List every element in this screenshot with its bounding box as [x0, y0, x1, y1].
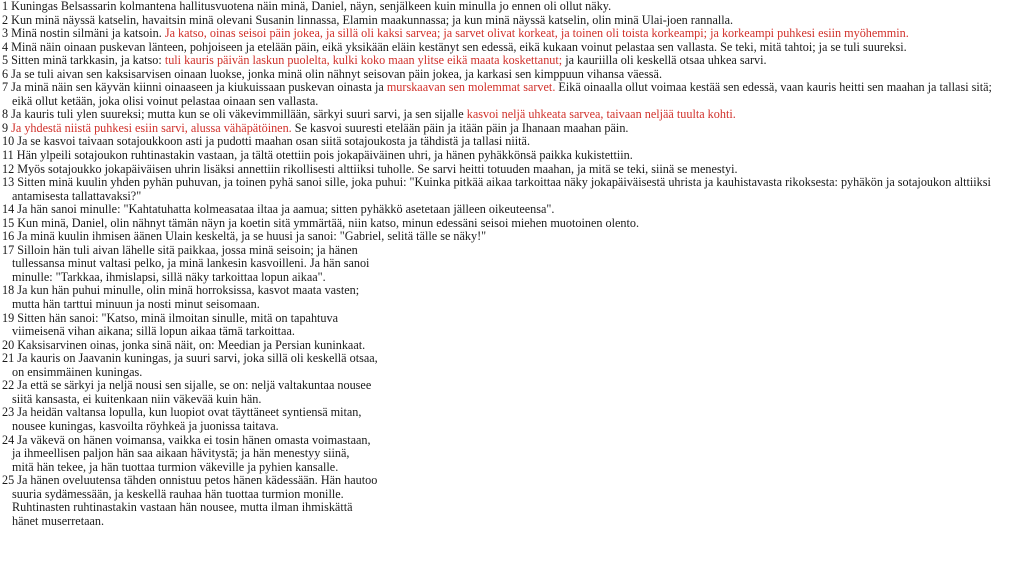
- highlighted-text: murskaavan sen molemmat sarvet.: [386, 80, 556, 95]
- verse-text: Ja kun hän puhui minulle, olin minä horroksissa, kasvot maata vasten; mutta hän tarttui minuun ja nosti minut seisomaan.: [12, 283, 360, 312]
- verse-4: [2, 41, 1011, 55]
- verse-22: [2, 379, 1011, 406]
- verse-13: [2, 176, 1011, 203]
- verse-number: 10: [2, 134, 15, 149]
- verse-number: 3: [2, 26, 9, 41]
- verse-text: Sitten minä tarkkasin, ja katso:: [11, 53, 165, 68]
- verse-number: 7: [2, 80, 9, 95]
- verse-number: 25: [2, 473, 15, 488]
- verse-number: 22: [2, 378, 15, 393]
- verse-2: [2, 14, 1011, 28]
- verse-number: 9: [2, 120, 9, 135]
- verse-number: 21: [2, 351, 15, 366]
- verse-text: Minä nostin silmäni ja katsoin.: [11, 26, 165, 41]
- verse-6: [2, 68, 1011, 82]
- verse-24: [2, 434, 1011, 475]
- highlighted-text: tuli kauris päivän laskun puolelta, kulki koko maan ylitse eikä maata koskettanut;: [164, 53, 563, 68]
- verse-text: Ja kauris tuli ylen suureksi; mutta kun se oli väkevimmillään, särkyi suuri sarvi, ja sen sijalle: [11, 107, 467, 122]
- verse-number: 6: [2, 66, 9, 81]
- verse-text: Ja heidän valtansa lopulla, kun luopiot ovat täyttäneet syntiensä mitan, nousee kuningas, kasvoilta röyhkeä ja juonissa taitava.: [12, 405, 362, 433]
- verse-23: [2, 406, 1011, 433]
- verse-number: 23: [2, 405, 15, 420]
- verse-16: [2, 230, 1011, 244]
- verse-text: Ja että se särkyi ja neljä nousi sen sijalle, se on: neljä valtakuntaa nousee siitä kansasta, ei kuitenkaan niin väkevää kuin hän.: [12, 378, 372, 406]
- verse-text: Se kasvoi suuresti etelään päin ja itään päin ja Ihanaan maahan päin.: [291, 120, 629, 135]
- verse-text: Kaksisarvinen oinas, jonka sinä näit, on: Meedian ja Persian kuninkaat.: [17, 337, 366, 352]
- verse-20: [2, 339, 1011, 353]
- verse-3: [2, 27, 1011, 41]
- verse-text: Ja hänen oveluutensa tähden onnistuu petos hänen kädessään. Hän hautoo suuria sydämessään, ja keskellä rauhaa hän tuottaa turmion monille. Ruhtinasten ruhtinastakin vastaan hän nousee, mutta ilman ihmiskättä hänet muserretaan.: [12, 473, 378, 528]
- verse-1: [2, 0, 1011, 14]
- verse-text: ja kauriilla oli keskellä otsaa uhkea sarvi.: [562, 53, 767, 68]
- verse-number: 12: [2, 161, 15, 176]
- verse-number: 11: [2, 148, 14, 163]
- verse-9: [2, 122, 1011, 136]
- verse-number: 2: [2, 12, 9, 27]
- verse-8: [2, 108, 1011, 122]
- highlighted-text: kasvoi neljä uhkeata sarvea, taivaan neljää tuulta kohti.: [466, 107, 736, 122]
- verse-text: Ja väkevä on hänen voimansa, vaikka ei tosin hänen omasta voimastaan, ja ihmeellisen paljon hän saa aikaan hävitystä; ja hän menestyy siinä, mitä hän tekee, ja hän tuottaa turmion väkeville ja pyhien kansalle.: [12, 432, 371, 474]
- verse-text: Minä näin oinaan puskevan länteen, pohjoiseen ja etelään päin, eikä yksikään eläin kestänyt sen edessä, eikä kukaan voinut pelastaa sen vallasta. Se teki, mitä tahtoi; ja se tuli suureksi.: [11, 39, 907, 54]
- verse-text: Eikä oinaalla ollut voimaa kestää sen edessä, vaan kauris heitti sen maahan ja tallasi sitä; eikä ollut ketään, joka olisi voinut pelastaa oinaan sen vallasta.: [12, 80, 992, 108]
- verse-text: Silloin hän tuli aivan lähelle sitä paikkaa, jossa minä seisoin; ja hänen tullessansa minut valtasi pelko, ja minä lankesin kasvoilleni. Ja hän sanoi minulle: "Tarkkaa, ihmislapsi, sillä näky tarkoittaa lopun aikaa".: [12, 242, 370, 284]
- verse-text: Ja kauris on Jaavanin kuningas, ja suuri sarvi, joka sillä oli keskellä otsaa, on ensimmäinen kuningas.: [12, 351, 378, 379]
- verse-text: Ja se tuli aivan sen kaksisarvisen oinaan luokse, jonka minä olin nähnyt seisovan päin jokea, ja karkasi sen kimppuun vihansa väessä.: [11, 66, 663, 81]
- verse-number: 8: [2, 107, 9, 122]
- verse-number: 20: [2, 337, 15, 352]
- verse-number: 14: [2, 202, 15, 217]
- verse-text: Ja hän sanoi minulle: "Kahtatuhatta kolmeasataa iltaa ja aamua; sitten pyhäkkö asetetaan jälleen oikeuteensa".: [17, 202, 555, 217]
- verse-11: [2, 149, 1011, 163]
- verse-17: [2, 244, 1011, 285]
- verse-number: 4: [2, 39, 9, 54]
- verse-number: 15: [2, 215, 15, 230]
- verse-14: [2, 203, 1011, 217]
- verse-text: Sitten minä kuulin yhden pyhän puhuvan, ja toinen pyhä sanoi sille, joka puhui: "Kuinka pitkää aikaa tarkoittaa näky jokapäiväisestä uhrista ja kauhistavasta rikoksesta: pyhäkön ja sotajoukon alttiiksi antamisesta tallattavaksi?": [12, 175, 991, 203]
- verse-18: [2, 284, 1011, 311]
- verse-text: Hän ylpeili sotajoukon ruhtinastakin vastaan, ja tältä otettiin pois jokapäiväinen uhri, ja hänen pyhäkkönsä paikka kukistettiin.: [16, 148, 633, 163]
- verse-25: [2, 474, 1011, 528]
- verse-text: Sitten hän sanoi: "Katso, minä ilmoitan sinulle, mitä on tapahtuva viimeisenä vihan aikana; sillä lopun aikaa tämä tarkoittaa.: [12, 310, 339, 339]
- verse-number: 19: [2, 310, 15, 325]
- verse-text: Kun minä, Daniel, olin nähnyt tämän näyn ja koetin sitä ymmärtää, niin katso, minun edessäni seisoi miehen muotoinen olento.: [17, 215, 640, 230]
- verse-5: [2, 54, 1011, 68]
- verse-text: Ja se kasvoi taivaan sotajoukkoon asti ja pudotti maahan osan siitä sotajoukosta ja tähdistä ja tallasi niitä.: [17, 134, 531, 149]
- verse-7: [2, 81, 1011, 108]
- verse-21: [2, 352, 1011, 379]
- verse-number: 13: [2, 175, 15, 190]
- highlighted-text: Ja yhdestä niistä puhkesi esiin sarvi, alussa vähäpätöinen.: [11, 120, 292, 135]
- verse-text: Kuningas Belsassarin kolmantena hallitusvuotena näin minä, Daniel, näyn, senjälkeen kuin minulla jo ennen oli ollut näky.: [11, 0, 612, 13]
- verse-12: [2, 163, 1011, 177]
- verse-text: Myös sotajoukko jokapäiväisen uhrin lisäksi annettiin rikollisesti alttiiksi tuholle. Se sarvi heitti totuuden maahan, ja mitä se teki, siinä se menestyi.: [17, 161, 738, 176]
- verse-15: [2, 217, 1011, 231]
- verse-number: 17: [2, 242, 15, 257]
- verse-text: Kun minä näyssä katselin, havaitsin minä olevani Susanin linnassa, Elamin maakunnassa; ja kun minä näyssä katselin, olin minä Ulai-joen rannalla.: [11, 12, 734, 27]
- verse-number: 18: [2, 283, 15, 298]
- verse-10: [2, 135, 1011, 149]
- verse-number: 1: [2, 0, 9, 13]
- verse-number: 5: [2, 53, 9, 68]
- verse-text: Ja minä näin sen käyvän kiinni oinaaseen ja kiukuissaan puskevan oinasta ja: [11, 80, 387, 95]
- verse-number: 16: [2, 229, 15, 244]
- verse-text: Ja minä kuulin ihmisen äänen Ulain keskeltä, ja se huusi ja sanoi: "Gabriel, selitä tälle se näky!": [17, 229, 487, 244]
- verse-19: [2, 312, 1011, 339]
- verse-number: 24: [2, 432, 15, 447]
- highlighted-text: Ja katso, oinas seisoi päin jokea, ja sillä oli kaksi sarvea; ja sarvet olivat korkeat, ja toinen oli toista korkeampi; ja korkeampi puhkesi esiin myöhemmin.: [164, 26, 909, 41]
